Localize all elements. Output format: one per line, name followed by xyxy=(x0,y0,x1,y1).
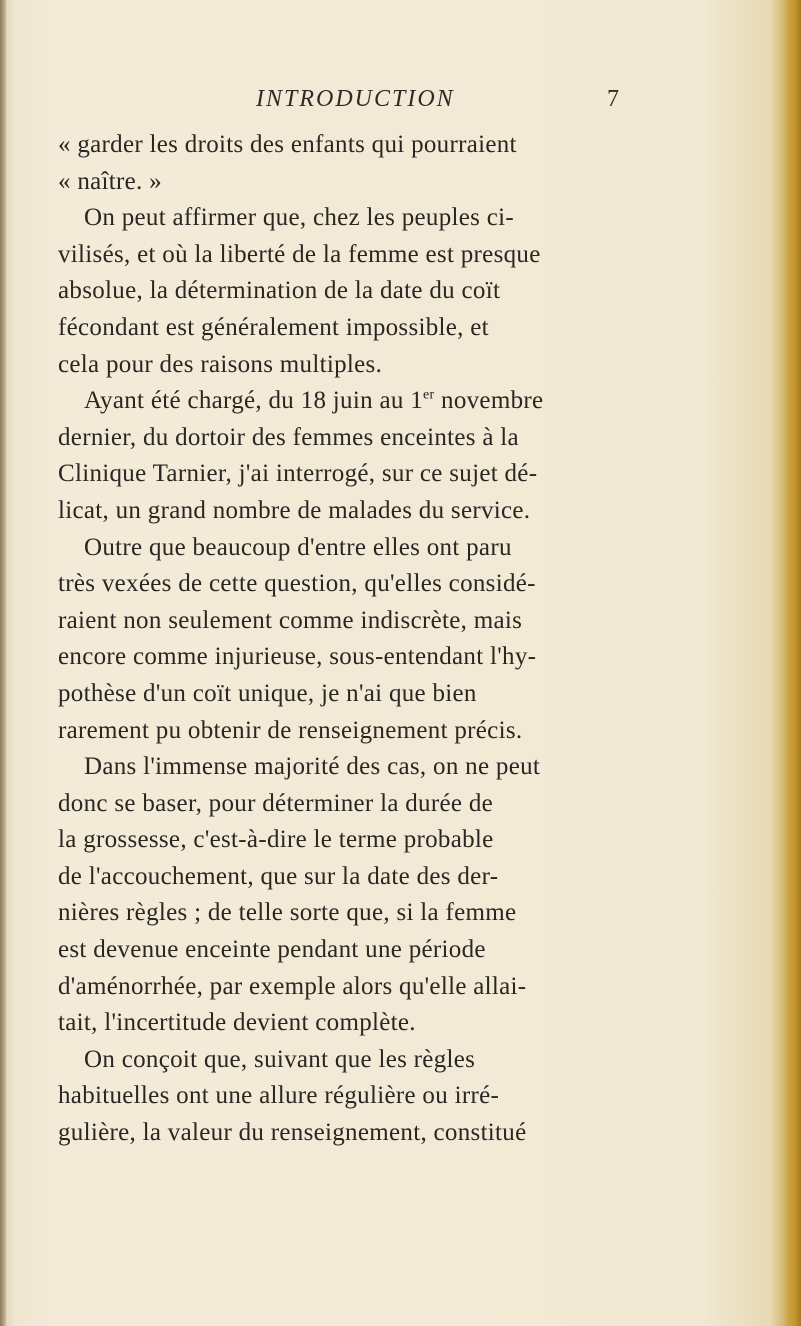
text-line: fécondant est généralement impossible, et xyxy=(58,313,489,341)
text-line: Outre que beaucoup d'entre elles ont paru xyxy=(84,533,512,561)
text-line: habituelles ont une allure régulière ou irré- xyxy=(58,1082,500,1110)
text-line xyxy=(58,383,658,420)
text-segment: Ayant été chargé, du 18 juin au 1 xyxy=(84,387,423,415)
body-text xyxy=(58,127,658,1152)
text-line: cela pour des raisons multiples. xyxy=(58,350,383,378)
text-line: On conçoit que, suivant que les règles xyxy=(84,1045,476,1073)
text-line: est devenue enceinte pendant une période xyxy=(58,936,486,964)
text-line: « garder les droits des enfants qui pourraient xyxy=(58,131,517,158)
text-line: licat, un grand nombre de malades du service. xyxy=(58,496,531,524)
text-line: gulière, la valeur du renseignement, constitué xyxy=(58,1119,527,1147)
page-number: 7 xyxy=(607,86,619,112)
text-line: On peut affirmer que, chez les peuples ci- xyxy=(84,204,515,232)
text-line: « naître. » xyxy=(58,167,162,195)
text-line: nières règles ; de telle sorte que, si la femme xyxy=(58,899,517,927)
text-line: de l'accouchement, que sur la date des der- xyxy=(58,862,499,890)
text-line: la grossesse, c'est-à-dire le terme probable xyxy=(58,826,494,854)
superscript: er xyxy=(423,387,435,403)
text-line: raient non seulement comme indiscrète, mais xyxy=(58,606,523,634)
text-line: vilisés, et où la liberté de la femme est presque xyxy=(58,240,541,268)
text-segment: novembre xyxy=(434,387,544,415)
text-line: tait, l'incertitude devient complète. xyxy=(58,1009,416,1037)
text-line: pothèse d'un coït unique, je n'ai que bien xyxy=(58,679,477,707)
text-line: absolue, la détermination de la date du coït xyxy=(58,277,501,305)
page-right-edge xyxy=(783,0,801,1326)
text-line: d'aménorrhée, par exemple alors qu'elle allai- xyxy=(58,972,527,1000)
text-line: Dans l'immense majorité des cas, on ne peut xyxy=(84,753,541,781)
text-line: rarement pu obtenir de renseignement précis. xyxy=(58,716,523,744)
text-line: encore comme injurieuse, sous-entendant l'hy- xyxy=(58,643,537,671)
text-line: Clinique Tarnier, j'ai interrogé, sur ce sujet dé- xyxy=(58,460,538,488)
page-left-edge xyxy=(0,0,6,1326)
running-header xyxy=(256,86,676,122)
header-title: INTRODUCTION xyxy=(256,86,455,112)
text-line: donc se baser, pour déterminer la durée de xyxy=(58,789,494,817)
text-line: très vexées de cette question, qu'elles considé- xyxy=(58,570,536,598)
text-line: dernier, du dortoir des femmes enceintes à la xyxy=(58,423,519,451)
